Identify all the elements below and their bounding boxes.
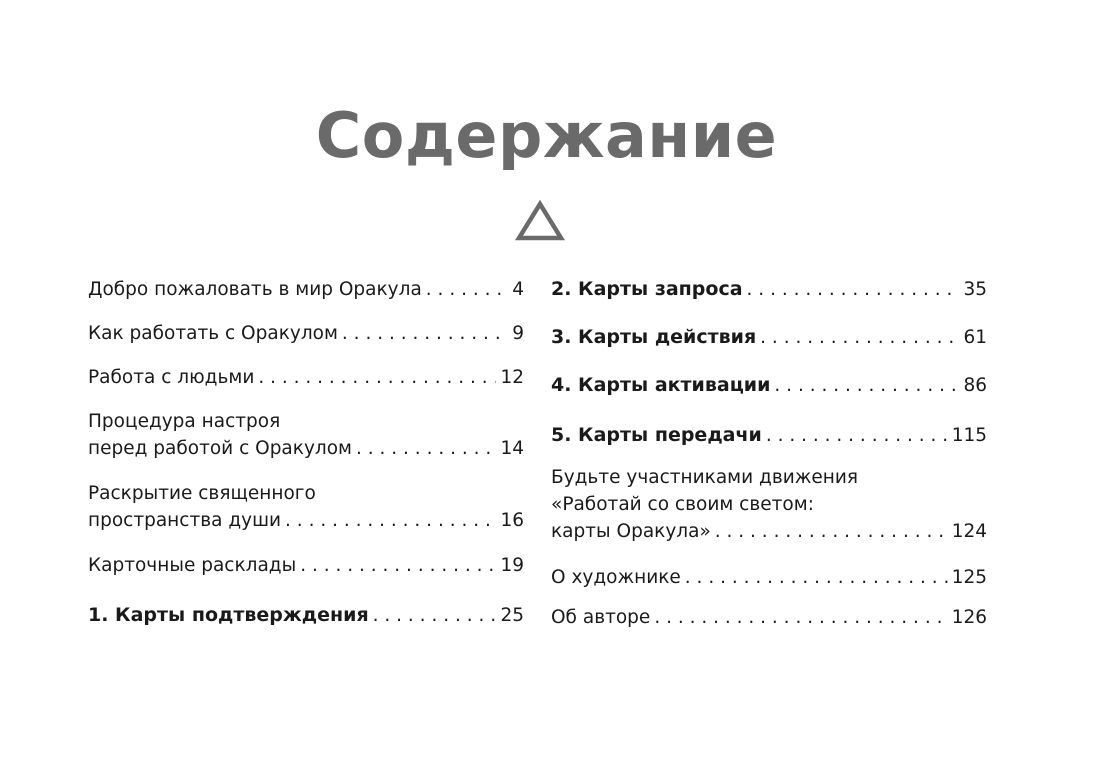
- toc-leader-dots: [715, 518, 948, 545]
- toc-entry-title: перед работой с Оракулом: [88, 438, 352, 459]
- toc-leader-dots: [747, 276, 960, 303]
- toc-page-number: 35: [963, 279, 987, 300]
- toc-entry-title: 5. Карты передачи: [551, 424, 762, 446]
- toc-leader-dots: [774, 372, 959, 399]
- toc-entry-title: карты Оракула»: [551, 521, 711, 542]
- toc-entry-title: 1. Карты подтверждения: [88, 604, 369, 626]
- toc-leader-dots: [766, 422, 948, 449]
- toc-entry-title-line: «Работай со своим светом:: [551, 494, 814, 515]
- toc-entry[interactable]: [551, 324, 987, 351]
- toc-leader-dots: [760, 324, 959, 351]
- toc-entry[interactable]: [88, 408, 524, 462]
- triangle-icon: [515, 200, 565, 242]
- toc-entry-title: 2. Карты запроса: [551, 278, 743, 300]
- toc-page-number: 14: [500, 438, 524, 459]
- toc-entry-title: 3. Карты действия: [551, 326, 757, 348]
- toc-entry-title: 4. Карты активации: [551, 374, 771, 396]
- toc-leader-dots: [654, 604, 947, 631]
- toc-leader-dots: [342, 320, 508, 347]
- toc-entry-title: Об авторе: [551, 607, 651, 628]
- toc-leader-dots: [356, 435, 496, 462]
- toc-page-number: 12: [500, 367, 524, 388]
- toc-entry-title: Работа с людьми: [88, 367, 255, 388]
- toc-entry[interactable]: [88, 276, 524, 303]
- toc-page-number: 126: [951, 607, 987, 628]
- toc-entry[interactable]: [88, 552, 524, 579]
- toc-leader-dots: [258, 364, 496, 391]
- toc-entry-title: Карточные расклады: [88, 555, 297, 576]
- toc-entry-title: Добро пожаловать в мир Оракула: [88, 279, 422, 300]
- toc-page-number: 4: [512, 279, 524, 300]
- toc-entry[interactable]: [551, 464, 987, 545]
- toc-entry-title: О художнике: [551, 567, 681, 588]
- toc-entry-title: Как работать с Оракулом: [88, 323, 338, 344]
- toc-entry-title-line: Процедура настроя: [88, 411, 281, 432]
- toc-page-number: 115: [951, 425, 987, 446]
- toc-entry[interactable]: [88, 480, 524, 534]
- toc-page-number: 9: [512, 323, 524, 344]
- toc-page-number: 124: [951, 521, 987, 542]
- toc-entry[interactable]: [551, 372, 987, 399]
- page-title: Содержание: [315, 99, 778, 172]
- toc-page-number: 125: [951, 567, 987, 588]
- toc-entry[interactable]: [88, 320, 524, 347]
- toc-leader-dots: [426, 276, 508, 303]
- toc-entry-title-line: Будьте участниками движения: [551, 467, 859, 488]
- toc-leader-dots: [373, 602, 497, 629]
- toc-entry[interactable]: [551, 276, 987, 303]
- toc-leader-dots: [285, 507, 496, 534]
- toc-page-number: 19: [500, 555, 524, 576]
- toc-leader-dots: [300, 552, 496, 579]
- toc-entry[interactable]: [88, 364, 524, 391]
- toc-entry-title: пространства души: [88, 510, 282, 531]
- toc-entry[interactable]: [551, 422, 987, 449]
- toc-page-number: 16: [500, 510, 524, 531]
- toc-page-number: 86: [963, 375, 987, 396]
- toc-entry[interactable]: [88, 602, 524, 629]
- toc-page-number: 61: [963, 327, 987, 348]
- toc-entry[interactable]: [551, 564, 987, 591]
- toc-entry[interactable]: [551, 604, 987, 631]
- toc-entry-title-line: Раскрытие священного: [88, 483, 316, 504]
- toc-page-number: 25: [500, 605, 524, 626]
- toc-leader-dots: [685, 564, 948, 591]
